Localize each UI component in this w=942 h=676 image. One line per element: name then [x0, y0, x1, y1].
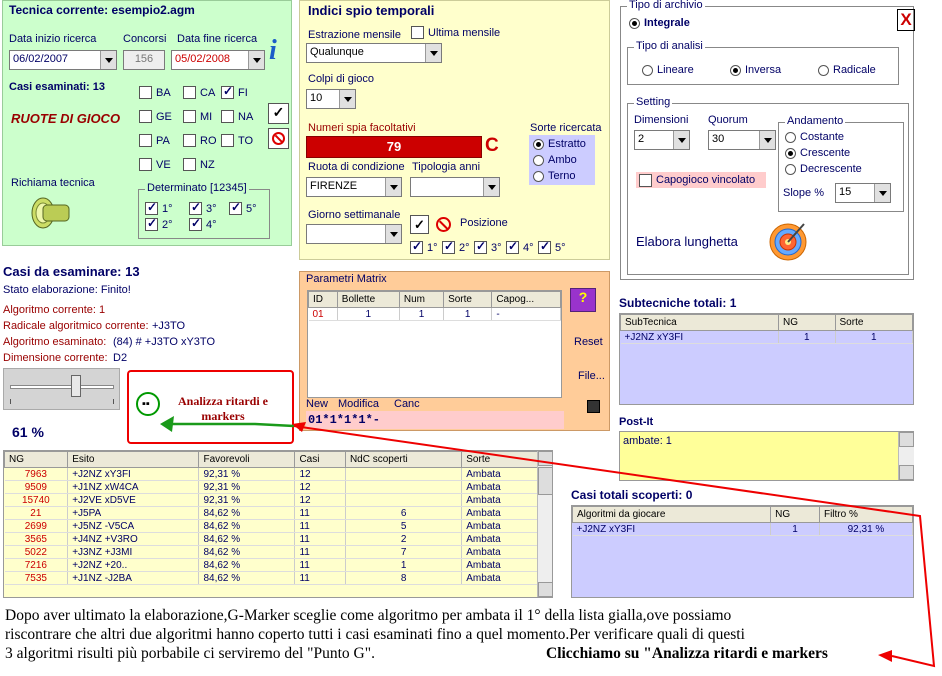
column-header[interactable]: Num: [399, 292, 443, 308]
column-header[interactable]: NdC scoperti: [345, 452, 461, 468]
numeri-spia-field[interactable]: 79: [306, 136, 482, 158]
column-header[interactable]: Filtro %: [819, 507, 912, 523]
table-cell: 11: [295, 520, 346, 533]
column-header[interactable]: Sorte: [462, 452, 538, 468]
posizione-1-checkbox[interactable]: ✓ 1°: [410, 241, 438, 254]
table-cell: 12: [295, 494, 346, 507]
column-header[interactable]: Esito: [68, 452, 199, 468]
table-cell: 1: [444, 308, 492, 321]
table-cell: +J2VE xD5VE: [68, 494, 199, 507]
close-button[interactable]: X: [897, 9, 915, 31]
table-cell: 01: [309, 308, 338, 321]
table-cell: -: [492, 308, 561, 321]
table-cell: Ambata: [462, 507, 538, 520]
table-cell: 5: [345, 520, 461, 533]
red-arrow-head-right: [878, 650, 892, 662]
column-header[interactable]: Algoritmi da giocare: [573, 507, 771, 523]
table-cell: +J2NZ xY3FI: [621, 331, 779, 344]
table-cell: 84,62 %: [199, 533, 295, 546]
ruote-label: RUOTE DI GIOCO: [11, 111, 121, 126]
determinato-label: Determinato [12345]: [147, 182, 247, 194]
ruota-cond-select[interactable]: FIRENZE: [306, 177, 402, 197]
table-cell: 1: [399, 308, 443, 321]
column-header[interactable]: Casi: [295, 452, 346, 468]
posizione-check-button[interactable]: ✓: [410, 215, 429, 234]
concorsi-field: 156: [123, 50, 165, 70]
ruota-to-checkbox[interactable]: TO: [221, 134, 253, 147]
tipo-analisi-label: Tipo di analisi: [636, 40, 703, 52]
analisi-radicale-radio[interactable]: Radicale: [818, 64, 876, 76]
table-cell: 7: [345, 546, 461, 559]
column-header[interactable]: Bollette: [337, 292, 399, 308]
ruota-ve-checkbox[interactable]: VE: [139, 158, 171, 171]
table-cell: 8: [345, 572, 461, 585]
clear-c-button[interactable]: C: [485, 135, 499, 156]
confirm-check-button[interactable]: ✓: [268, 103, 289, 124]
capogioco-checkbox[interactable]: Capogioco vincolato: [636, 172, 766, 188]
column-header[interactable]: ID: [309, 292, 338, 308]
determinato-5-checkbox[interactable]: ✓ 4°: [189, 218, 217, 231]
ruota-ba-checkbox[interactable]: BA: [139, 86, 171, 99]
algoritmo-corrente: Algoritmo corrente: 1: [3, 304, 106, 316]
sorte-terno-radio[interactable]: Terno: [533, 170, 576, 182]
binoculars-icon: ▪▪: [142, 398, 150, 410]
table-cell: 12: [295, 481, 346, 494]
ruota-na-checkbox[interactable]: NA: [221, 110, 253, 123]
richiama-label: Richiama tecnica: [11, 177, 95, 189]
column-header[interactable]: Sorte: [835, 315, 912, 331]
table-cell: 1: [337, 308, 399, 321]
numeri-spia-label: Numeri spia facoltativi: [308, 122, 416, 134]
table-cell: 11: [295, 546, 346, 559]
elabora-label: Elabora lunghetta: [636, 234, 738, 249]
table-cell: 84,62 %: [199, 507, 295, 520]
table-cell: 1: [345, 559, 461, 572]
ruota-ro-checkbox[interactable]: RO: [183, 134, 217, 147]
determinato-1-checkbox[interactable]: ✓ 1°: [145, 202, 173, 215]
sorte-label: Sorte ricercata: [530, 122, 602, 134]
percent-value: 61 %: [12, 424, 44, 440]
radicale-label: Radicale algoritmico corrente:: [3, 320, 149, 332]
column-header[interactable]: NG: [5, 452, 68, 468]
help-book-icon[interactable]: ?: [570, 288, 596, 312]
esaminato-value: (84) # +J3TO xY3TO: [113, 336, 215, 348]
ruota-fi-checkbox[interactable]: ✓ FI: [221, 86, 248, 99]
table-cell: 11: [295, 507, 346, 520]
green-arrow-head: [160, 416, 174, 432]
ultima-mensile-checkbox[interactable]: Ultima mensile: [411, 26, 500, 39]
table-cell: 11: [295, 559, 346, 572]
table-cell: +J2NZ xY3FI: [68, 468, 199, 481]
table-cell: 92,31 %: [199, 481, 295, 494]
column-header[interactable]: Sorte: [444, 292, 492, 308]
table-cell: 5022: [5, 546, 68, 559]
posizione-4-checkbox[interactable]: ✓ 4°: [506, 241, 534, 254]
table-cell: +J1NZ xW4CA: [68, 481, 199, 494]
determinato-3-checkbox[interactable]: ✓ 5°: [229, 202, 257, 215]
subtecniche-count: 1: [729, 296, 737, 310]
andamento-costante-radio[interactable]: Costante: [785, 131, 844, 143]
postit-title: Post-It: [619, 416, 654, 428]
determinato-2-checkbox[interactable]: ✓ 3°: [189, 202, 217, 215]
table-cell: Ambata: [462, 468, 538, 481]
matrix-file-button[interactable]: File...: [578, 370, 605, 382]
dimensioni-label: Dimensioni: [634, 114, 689, 126]
table-cell: 1: [771, 523, 820, 536]
matrix-title: Parametri Matrix: [306, 273, 387, 285]
caption-line2: riscontrare che altri due algoritmi hanno coperto tutti i casi esaminati fino a quel momento.Per verificare quali di questi: [5, 626, 745, 643]
table-cell: 3565: [5, 533, 68, 546]
green-arrow: [168, 424, 294, 426]
posizione-5-checkbox[interactable]: ✓ 5°: [538, 241, 566, 254]
dimensione-value: D2: [113, 352, 128, 364]
table-cell: Ambata: [462, 481, 538, 494]
table-cell: 7535: [5, 572, 68, 585]
table-cell: 2: [345, 533, 461, 546]
subtecniche-title: Subtecniche totali: 1: [619, 296, 737, 310]
dimensioni-select[interactable]: 2: [634, 130, 690, 150]
ruota-ge-checkbox[interactable]: GE: [139, 110, 172, 123]
slope-select[interactable]: 15: [835, 183, 891, 203]
ruota-mi-checkbox[interactable]: MI: [183, 110, 212, 123]
table-cell: 12: [295, 468, 346, 481]
ruota-pa-checkbox[interactable]: PA: [139, 134, 170, 147]
giorno-label: Giorno settimanale: [308, 209, 401, 221]
analisi-lineare-radio[interactable]: Lineare: [642, 64, 694, 76]
table-cell: 7216: [5, 559, 68, 572]
setting-label: Setting: [636, 96, 671, 108]
table-cell: Ambata: [462, 572, 538, 585]
table-cell: 84,62 %: [199, 520, 295, 533]
posizione-2-checkbox[interactable]: ✓ 2°: [442, 241, 470, 254]
quorum-label: Quorum: [708, 114, 748, 126]
caption-line3: 3 algoritmi risulti più porbabile ci serviremo del "Punto G".: [5, 645, 375, 662]
column-header[interactable]: Favorevoli: [199, 452, 295, 468]
table-cell: 9509: [5, 481, 68, 494]
matrix-canc-button[interactable]: Canc: [394, 398, 420, 410]
dimensione-label: Dimensione corrente:: [3, 352, 108, 364]
posizione-label: Posizione: [460, 217, 508, 229]
matrix-new-button[interactable]: New: [306, 398, 329, 410]
table-cell: 84,62 %: [199, 546, 295, 559]
data-inizio-value: 06/02/2007: [13, 53, 69, 65]
analizza-label[interactable]: Analizza ritardi e markers: [178, 394, 268, 423]
colpi-select[interactable]: 10: [306, 89, 356, 109]
table-cell: 15740: [5, 494, 68, 507]
estrazione-label: Estrazione mensile: [308, 29, 401, 41]
table-cell: +J4NZ +V3RO: [68, 533, 199, 546]
colpi-label: Colpi di gioco: [308, 73, 375, 85]
casi-totali-count: 0: [685, 488, 693, 502]
column-header[interactable]: NG: [779, 315, 835, 331]
tipologia-label: Tipologia anni: [412, 161, 481, 173]
table-cell: 84,62 %: [199, 559, 295, 572]
determinato-4-checkbox[interactable]: ✓ 2°: [145, 218, 173, 231]
table-cell: 92,31 %: [199, 468, 295, 481]
caption-line3b: Clicchiamo su "Analizza ritardi e markers: [546, 645, 828, 662]
andamento-decrescente-radio[interactable]: Decrescente: [785, 163, 862, 175]
table-cell: 84,62 %: [199, 572, 295, 585]
table-cell: +J3NZ +J3MI: [68, 546, 199, 559]
casi-totali-title: Casi totali scoperti: 0: [571, 488, 693, 502]
matrix-reset-button[interactable]: Reset: [574, 336, 603, 348]
sorte-estratto-radio[interactable]: Estratto: [533, 138, 586, 150]
table-cell: 1: [835, 331, 912, 344]
ruota-cond-label: Ruota di condizione: [308, 161, 405, 173]
caption-line1: Dopo aver ultimato la elaborazione,G-Marker sceglie come algoritmo per ambata il 1° della lista gialla,ove possiamo: [5, 607, 732, 624]
analisi-inversa-radio[interactable]: Inversa: [730, 64, 781, 76]
postit-textarea[interactable]: ambate: 1: [619, 431, 914, 481]
table-cell: +J5PA: [68, 507, 199, 520]
table-cell: 11: [295, 533, 346, 546]
integrale-radio[interactable]: Integrale: [629, 17, 690, 29]
andamento-label: Andamento: [787, 115, 844, 127]
table-cell: Ambata: [462, 494, 538, 507]
table-cell: +J2NZ +20..: [68, 559, 199, 572]
slope-label: Slope %: [783, 187, 824, 199]
table-cell: Ambata: [462, 559, 538, 572]
stato-elaborazione: Stato elaborazione: Finito!: [3, 284, 131, 296]
table-cell: 2699: [5, 520, 68, 533]
table-cell: Ambata: [462, 546, 538, 559]
esaminato-label: Algoritmo esaminato:: [3, 336, 107, 348]
concorsi-label: Concorsi: [123, 33, 167, 45]
table-cell: 21: [5, 507, 68, 520]
ruota-ca-checkbox[interactable]: CA: [183, 86, 215, 99]
sorte-ambo-radio[interactable]: Ambo: [533, 154, 577, 166]
tecnica-title: Tecnica corrente: esempio2.agm: [9, 3, 195, 17]
archivio-title: Tipo di archivio: [629, 0, 703, 11]
column-header[interactable]: NG: [771, 507, 820, 523]
table-cell: 7963: [5, 468, 68, 481]
matrix-formula: 01*1*1*1*-: [306, 411, 564, 429]
table-cell: +J5NZ -V5CA: [68, 520, 199, 533]
posizione-3-checkbox[interactable]: ✓ 3°: [474, 241, 502, 254]
casi-title: Casi da esaminare: 13: [3, 264, 140, 279]
casi-esaminati: Casi esaminati: 13: [9, 81, 105, 93]
matrix-modifica-button[interactable]: Modifica: [338, 398, 379, 410]
column-header[interactable]: SubTecnica: [621, 315, 779, 331]
table-cell: +J1NZ -J2BA: [68, 572, 199, 585]
estrazione-select[interactable]: Qualunque: [306, 43, 442, 63]
column-header[interactable]: Capog...: [492, 292, 561, 308]
data-fine-value: 05/02/2008: [175, 53, 231, 65]
radicale-value: +J3TO: [152, 320, 186, 332]
data-fine-label: Data fine ricerca: [177, 33, 258, 45]
table-cell: 92,31 %: [819, 523, 912, 536]
table-cell: 11: [295, 572, 346, 585]
quorum-select[interactable]: 30: [708, 130, 776, 150]
table-cell: 92,31 %: [199, 494, 295, 507]
table-cell: +J2NZ xY3FI: [573, 523, 771, 536]
andamento-crescente-radio[interactable]: Crescente: [785, 147, 850, 159]
data-inizio-label: Data inizio ricerca: [9, 33, 97, 45]
table-cell: 6: [345, 507, 461, 520]
table-cell: Ambata: [462, 520, 538, 533]
info-icon[interactable]: i: [269, 35, 277, 66]
table-cell: 1: [779, 331, 835, 344]
table-cell: Ambata: [462, 533, 538, 546]
ruota-nz-checkbox[interactable]: NZ: [183, 158, 215, 171]
spio-title: Indici spio temporali: [308, 3, 435, 18]
